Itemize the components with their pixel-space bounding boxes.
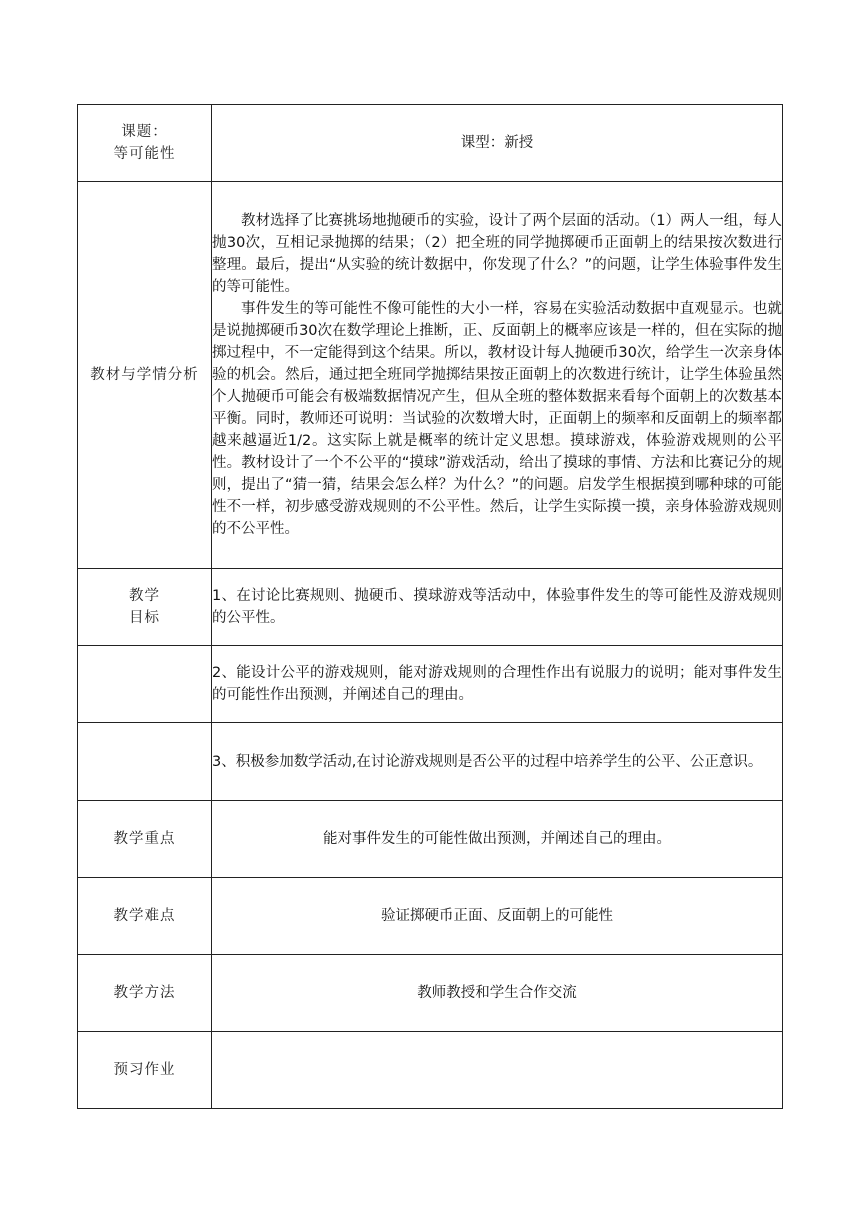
analysis-paragraph-1: 教材选择了比赛挑场地抛硬币的实验，设计了两个层面的活动。（1）两人一组，每人抛30次，互相记录抛掷的结果；（2）把全班的同学抛掷硬币正面朝上的结果按次数进行整理。最后，提出“从实验的统计数据中，你发现了什么？”的问题，让学生体验事件发生的等可能性。 bbox=[212, 213, 782, 295]
goal-row-1 bbox=[78, 569, 783, 646]
difficulty-value: 验证掷硬币正面、反面朝上的可能性 bbox=[212, 878, 783, 955]
method-value: 教师教授和学生合作交流 bbox=[212, 955, 783, 1032]
analysis-content bbox=[212, 182, 783, 569]
method-row bbox=[78, 955, 783, 1032]
method-label: 教学方法 bbox=[78, 955, 212, 1032]
goal-item-3: 3、积极参加数学活动,在讨论游戏规则是否公平的过程中培养学生的公平、公正意识。 bbox=[212, 723, 783, 801]
key-point-label: 教学重点 bbox=[78, 801, 212, 878]
difficulty-row bbox=[78, 878, 783, 955]
difficulty-label: 教学难点 bbox=[78, 878, 212, 955]
goal-item-1: 1、在讨论比赛规则、抛硬币、摸球游戏等活动中，体验事件发生的等可能性及游戏规则的公平性。 bbox=[212, 569, 783, 646]
title-cell bbox=[78, 105, 212, 182]
analysis-row bbox=[78, 182, 783, 569]
lesson-type: 课型：新授 bbox=[212, 105, 783, 182]
goal-row-2 bbox=[78, 646, 783, 723]
goal-row-3 bbox=[78, 723, 783, 801]
analysis-paragraph-2: 事件发生的等可能性不像可能性的大小一样，容易在实验活动数据中直观显示。也就是说抛掷硬币30次在数学理论上推断，正、反面朝上的概率应该是一样的，但在实际的抛掷过程中，不一定能得到这个结果。所以，教材设计每人抛硬币30次，给学生一次亲身体验的机会。然后，通过把全班同学抛掷结果按正面朝上的次数进行统计，让学生体验虽然个人抛硬币可能会有极端数据情况产生，但从全班的整体数据来看每个面朝上的次数基本平衡。同时，教师还可说明：当试验的次数增大时，正面朝上的频率和反面朝上的频率都越来越逼近1/2。这实际上就是概率的统计定义思想。摸球游戏，体验游戏规则的公平性。教材设计了一个不公平的“摸球”游戏活动，给出了摸球的事情、方法和比赛记分的规则，提出了“猜一猜，结果会怎么样？为什么？”的问题。启发学生根据摸到哪种球的可能性不一样，初步感受游戏规则的不公平性。然后，让学生实际摸一摸，亲身体验游戏规则的不公平性。 bbox=[212, 301, 782, 537]
title-label: 课题： bbox=[121, 124, 168, 140]
analysis-label: 教材与学情分析 bbox=[78, 182, 212, 569]
goals-label: 教学 目标 bbox=[78, 569, 212, 646]
header-row bbox=[78, 105, 783, 182]
preview-row bbox=[78, 1032, 783, 1109]
title-value: 等可能性 bbox=[113, 146, 176, 162]
goals-label-empty-2 bbox=[78, 646, 212, 723]
key-point-value: 能对事件发生的可能性做出预测，并阐述自己的理由。 bbox=[212, 801, 783, 878]
goal-item-2: 2、能设计公平的游戏规则，能对游戏规则的合理性作出有说服力的说明；能对事件发生的可能性作出预测，并阐述自己的理由。 bbox=[212, 646, 783, 723]
goals-label-empty-3 bbox=[78, 723, 212, 801]
preview-label: 预习作业 bbox=[78, 1032, 212, 1109]
key-point-row bbox=[78, 801, 783, 878]
lesson-plan-table bbox=[77, 104, 783, 1109]
preview-value[interactable] bbox=[212, 1032, 783, 1109]
